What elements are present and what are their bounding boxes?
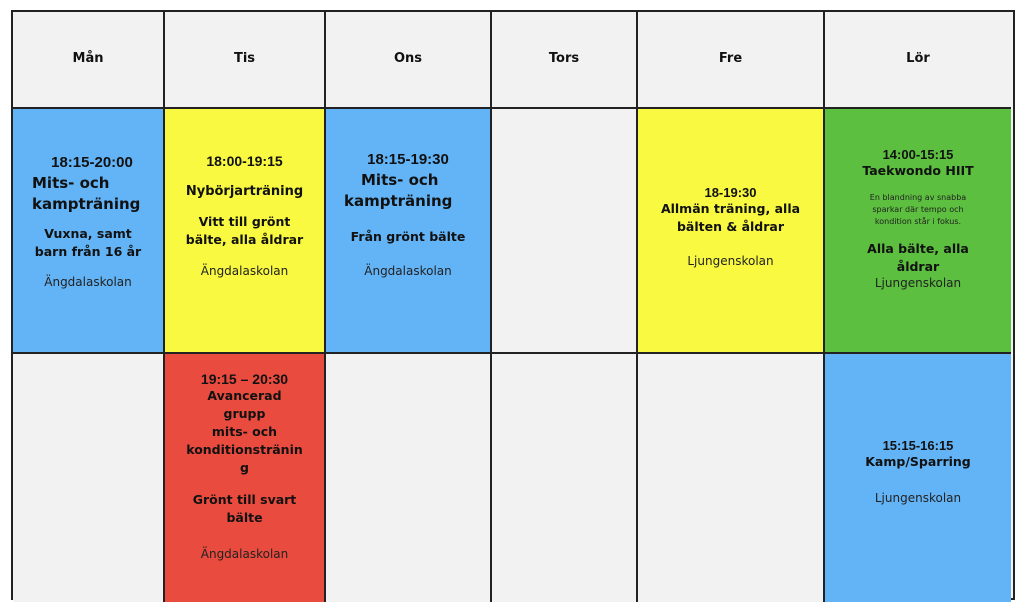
session-title-line: g — [240, 460, 249, 475]
session-group-line: barn från 16 år — [34, 244, 142, 259]
session-mon — [13, 109, 165, 354]
session-place: Ljungenskolan — [874, 491, 962, 505]
session-group-line: bälte — [226, 510, 263, 525]
session-title-line: Mits- och — [32, 174, 110, 192]
empty-cell — [638, 354, 825, 602]
session-place: Ängdalaskolan — [364, 264, 452, 278]
empty-cell — [13, 354, 165, 602]
session-title — [326, 170, 452, 212]
session-description-line: En blandning av snabba — [869, 193, 967, 202]
day-header-mon — [13, 12, 165, 109]
empty-cell — [492, 354, 638, 602]
session-group — [193, 491, 297, 527]
session-title-line: Avancerad — [207, 388, 282, 403]
day-label: Fre — [718, 51, 743, 66]
empty-cell — [492, 109, 638, 354]
session-description-line: kondition står i fokus. — [874, 217, 962, 226]
session-sat-1 — [825, 109, 1011, 354]
session-description — [870, 192, 966, 228]
day-header-wed — [326, 12, 492, 109]
session-sat-2 — [825, 354, 1011, 602]
day-header-thu — [492, 12, 638, 109]
session-title-line: mits- och — [211, 424, 278, 439]
session-group — [867, 240, 969, 276]
session-title — [661, 200, 800, 236]
day-header-sat — [825, 12, 1011, 109]
session-time: 18-19:30 — [704, 185, 757, 200]
session-group — [35, 225, 141, 261]
session-place: Ljungenskolan — [687, 254, 774, 268]
day-label: Mån — [72, 51, 104, 66]
day-label: Ons — [393, 51, 423, 66]
session-title-line: grupp — [223, 406, 266, 421]
session-place: Ljungenskolan — [874, 276, 962, 290]
session-place: Ängdalaskolan — [200, 264, 289, 278]
session-time: 14:00-15:15 — [882, 147, 954, 162]
session-time: 15:15-16:15 — [882, 438, 954, 453]
session-time: 18:00-19:15 — [206, 153, 283, 169]
session-group-line: åldrar — [896, 259, 940, 274]
session-time: 18:15-19:30 — [367, 151, 449, 168]
session-title: Nybörjarträning — [185, 184, 304, 199]
session-place: Ängdalaskolan — [44, 275, 132, 289]
session-title-line: kampträning — [32, 195, 141, 213]
session-title-line: Allmän träning, alla — [660, 201, 801, 216]
session-tue-2 — [165, 354, 326, 602]
session-group-line: bälte, alla åldrar — [185, 232, 304, 247]
session-fri — [638, 109, 825, 354]
session-place: Ängdalaskolan — [200, 547, 289, 561]
session-title-line: Mits- och — [361, 171, 439, 189]
session-title — [186, 387, 303, 477]
session-group-line: Vitt till grönt — [198, 214, 291, 229]
empty-cell — [326, 354, 492, 602]
day-label: Lör — [906, 51, 930, 66]
day-label: Tis — [233, 51, 256, 66]
session-title-line: konditionstränin — [186, 442, 303, 457]
session-title-line: kampträning — [344, 192, 453, 210]
session-title-line: bälten & åldrar — [676, 219, 785, 234]
session-title: Taekwondo HIIT — [862, 163, 974, 178]
schedule-table — [11, 10, 1015, 600]
session-group: Från grönt bälte — [350, 229, 466, 244]
session-time: 18:15-20:00 — [51, 154, 133, 171]
day-label: Tors — [548, 51, 580, 66]
session-tue — [165, 109, 326, 354]
session-group-line: Alla bälte, alla — [867, 241, 969, 256]
session-group — [186, 213, 303, 249]
day-header-tue — [165, 12, 326, 109]
session-description-line: sparkar där tempo och — [872, 205, 964, 214]
day-header-fri — [638, 12, 825, 109]
session-time: 19:15 – 20:30 — [200, 371, 289, 387]
session-title — [13, 173, 140, 215]
session-wed — [326, 109, 492, 354]
session-group-line: Grönt till svart — [192, 492, 297, 507]
session-title: Kamp/Sparring — [865, 454, 971, 469]
session-group-line: Vuxna, samt — [44, 226, 132, 241]
